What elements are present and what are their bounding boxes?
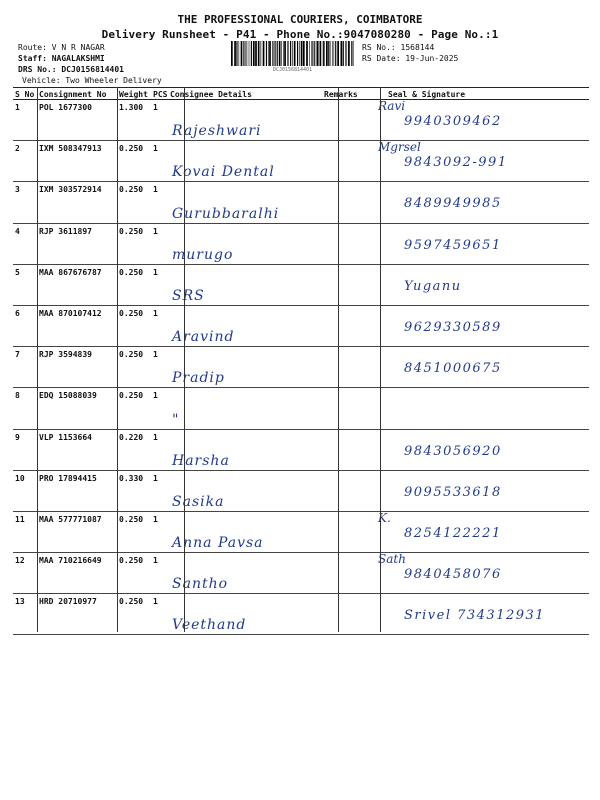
- row-signature-cell: [364, 141, 589, 182]
- row-consignee-cell: [168, 264, 322, 305]
- header-sno: S No: [13, 88, 37, 100]
- table-header-row: [13, 88, 589, 100]
- row-consignment-no: RJP 3594839: [37, 347, 117, 388]
- row-consignment-no: MAA 870107412: [37, 305, 117, 346]
- company-title: THE PROFESSIONAL COURIERS, COIMBATORE: [177, 13, 423, 26]
- row-consignee-handwriting: ": [172, 411, 180, 428]
- barcode-bar: [284, 41, 286, 66]
- barcode-bar: [249, 41, 250, 66]
- barcode-bar: [272, 41, 273, 66]
- barcode-bar: [263, 41, 265, 66]
- row-consignment-no: MAA 710216649: [37, 553, 117, 594]
- row-consignee-cell: [168, 182, 322, 223]
- row-consignee-cell: [168, 141, 322, 182]
- row-sno: 2: [13, 141, 37, 182]
- row-sno: 9: [13, 429, 37, 470]
- row-remarks: [322, 305, 364, 346]
- row-signature-number: 9840458076: [404, 567, 502, 583]
- header-pcs: PCS: [153, 89, 168, 99]
- barcode-bar: [281, 41, 282, 66]
- row-signature-mark: Mgrsel: [378, 140, 421, 155]
- rs-date-label: RS Date:: [362, 54, 401, 63]
- table-row: [13, 388, 589, 429]
- row-consignee-handwriting: Harsha: [172, 452, 230, 469]
- row-remarks: [322, 264, 364, 305]
- row-consignment-no: MAA 867676787: [37, 264, 117, 305]
- table-row: [13, 182, 589, 223]
- row-consignee-handwriting: Anna Pavsa: [172, 535, 264, 552]
- row-sno: 13: [13, 594, 37, 635]
- table-row: [13, 347, 589, 388]
- row-remarks: [322, 100, 364, 141]
- barcode-bar: [258, 41, 259, 66]
- row-signature-mark: K.: [378, 510, 391, 525]
- row-pcs: 1: [151, 388, 168, 429]
- route-value: V N R NAGAR: [51, 43, 105, 52]
- row-consignee-handwriting: SRS: [172, 287, 205, 304]
- row-weight: 0.250: [117, 305, 151, 346]
- row-signature-number: 9843092-991: [404, 155, 508, 171]
- row-consignee-handwriting: Aravind: [172, 329, 235, 346]
- row-signature-number: 9629330589: [404, 319, 502, 335]
- row-signature-cell: [364, 594, 589, 635]
- row-weight: 0.250: [117, 594, 151, 635]
- rs-date-value: 19-Jun-2025: [405, 54, 459, 63]
- barcode-bar: [301, 41, 303, 66]
- row-weight: 0.220: [117, 429, 151, 470]
- row-signature-mark: Sath: [378, 552, 406, 567]
- barcode-bar: [323, 41, 324, 66]
- vehicle-label: Vehicle:: [22, 76, 61, 85]
- row-pcs: 1: [151, 511, 168, 552]
- barcode-bar: [299, 41, 300, 66]
- row-sno: 8: [13, 388, 37, 429]
- rs-date-line: [362, 54, 458, 63]
- barcode-bar: [341, 41, 343, 66]
- header-signature: Seal & Signature: [364, 88, 589, 100]
- row-consignment-no: EDQ 15088039: [37, 388, 117, 429]
- row-consignee-cell: [168, 511, 322, 552]
- row-consignment-no: POL 1677300: [37, 100, 117, 141]
- row-signature-number: Yuganu: [404, 278, 462, 294]
- column-divider: [37, 87, 38, 632]
- header-consignment: Consignment No: [37, 88, 117, 100]
- barcode-bar: [326, 41, 328, 66]
- row-consignment-no: PRO 17894415: [37, 470, 117, 511]
- row-signature-number: Srivel 734312931: [404, 608, 546, 624]
- row-weight: 1.300: [117, 100, 151, 141]
- row-weight: 0.250: [117, 511, 151, 552]
- barcode-bar: [328, 41, 329, 66]
- row-weight: 0.250: [117, 347, 151, 388]
- row-sno: 6: [13, 305, 37, 346]
- table-row: [13, 470, 589, 511]
- drs-label: DRS No.:: [18, 65, 57, 74]
- barcode-bar: [241, 41, 243, 66]
- row-signature-cell: [364, 264, 589, 305]
- barcode-bar: [337, 41, 339, 66]
- barcode-bar: [260, 41, 261, 66]
- barcode-number: DCJ0156814401: [272, 67, 313, 73]
- row-sno: 5: [13, 264, 37, 305]
- route-label: Route:: [18, 43, 47, 52]
- row-remarks: [322, 141, 364, 182]
- row-consignment-no: IXM 508347913: [37, 141, 117, 182]
- row-signature-number: 8254122221: [404, 525, 502, 541]
- row-pcs: 1: [151, 100, 168, 141]
- barcode-bar: [234, 41, 236, 66]
- row-consignee-handwriting: Gurubbaralhi: [172, 205, 280, 222]
- header-remarks: Remarks: [322, 88, 364, 100]
- row-consignee-handwriting: Kovai Dental: [172, 164, 275, 181]
- row-consignment-no: MAA 577771087: [37, 511, 117, 552]
- barcode-bar: [316, 41, 317, 66]
- header-weight: Weight: [117, 88, 151, 100]
- table-row: [13, 429, 589, 470]
- row-sno: 12: [13, 553, 37, 594]
- row-weight: 0.250: [117, 182, 151, 223]
- row-pcs: 1: [151, 141, 168, 182]
- barcode-bar: [348, 41, 350, 66]
- row-pcs: 1: [151, 305, 168, 346]
- row-consignee-cell: [168, 305, 322, 346]
- row-signature-cell: [364, 511, 589, 552]
- barcode-bar: [268, 41, 269, 66]
- row-signature-number: 9095533618: [404, 484, 502, 500]
- barcode-bar: [314, 41, 315, 66]
- row-consignee-cell: [168, 223, 322, 264]
- barcode-bar: [236, 41, 237, 66]
- header-consignee: Consignee Details: [168, 88, 322, 100]
- rs-no-value: 1568144: [400, 43, 435, 52]
- row-signature-cell: [364, 388, 589, 429]
- barcode-bar: [292, 41, 293, 66]
- table-row: [13, 100, 589, 141]
- row-pcs: 1: [151, 347, 168, 388]
- table-row: [13, 511, 589, 552]
- vehicle-line: [22, 76, 162, 85]
- row-remarks: [322, 511, 364, 552]
- row-sno: 3: [13, 182, 37, 223]
- row-signature-cell: [364, 553, 589, 594]
- row-sno: 7: [13, 347, 37, 388]
- row-signature-mark: Ravi: [378, 99, 406, 113]
- barcode-bar: [294, 41, 296, 66]
- barcode-bar: [253, 41, 255, 66]
- row-weight: 0.250: [117, 223, 151, 264]
- staff-value: NAGALAKSHMI: [51, 54, 105, 63]
- row-consignee-cell: [168, 347, 322, 388]
- row-pcs: 1: [151, 223, 168, 264]
- row-remarks: [322, 182, 364, 223]
- barcode-bar: [351, 41, 352, 66]
- barcode-bar: [330, 41, 331, 66]
- row-sno: 10: [13, 470, 37, 511]
- barcode-bar: [345, 41, 346, 66]
- row-remarks: [322, 594, 364, 635]
- barcode-bar: [269, 41, 271, 66]
- row-pcs: 1: [151, 429, 168, 470]
- staff-label: Staff:: [18, 54, 47, 63]
- runsheet-subtitle: Delivery Runsheet - P41 - Phone No.:9047080280 - Page No.:1: [101, 28, 499, 41]
- barcode-bar: [255, 41, 257, 66]
- row-sno: 11: [13, 511, 37, 552]
- row-weight: 0.250: [117, 264, 151, 305]
- barcode-bar: [239, 41, 240, 66]
- column-divider: [184, 87, 185, 632]
- barcode-bar: [317, 41, 319, 66]
- barcode-image: [230, 41, 355, 66]
- barcode-bar: [335, 41, 336, 66]
- row-signature-number: 9843056920: [404, 443, 502, 459]
- row-consignment-no: IXM 303572914: [37, 182, 117, 223]
- barcode-bar: [334, 41, 335, 66]
- barcode-bar: [231, 41, 233, 66]
- column-divider: [117, 87, 118, 632]
- staff-line: [18, 54, 105, 63]
- barcode-bar: [346, 41, 347, 66]
- row-weight: 0.250: [117, 388, 151, 429]
- barcode-bar: [297, 41, 298, 66]
- row-pcs: 1: [151, 182, 168, 223]
- drs-value: DCJ0156814401: [61, 65, 124, 74]
- column-divider: [338, 87, 339, 632]
- barcode-bar: [261, 41, 262, 66]
- barcode-bar: [243, 41, 244, 66]
- row-signature-cell: [364, 347, 589, 388]
- row-consignee-cell: [168, 100, 322, 141]
- row-consignee-cell: [168, 429, 322, 470]
- row-remarks: [322, 429, 364, 470]
- row-consignee-cell: [168, 470, 322, 511]
- barcode-bar: [303, 41, 305, 66]
- table-row: [13, 223, 589, 264]
- row-consignee-handwriting: murugo: [172, 246, 234, 263]
- barcode-bar: [283, 41, 284, 66]
- table-row: [13, 553, 589, 594]
- table-row: [13, 264, 589, 305]
- barcode-bar: [353, 41, 354, 66]
- barcode-bar: [324, 41, 325, 66]
- row-consignee-handwriting: Pradip: [172, 370, 225, 387]
- barcode-bar: [247, 41, 248, 66]
- row-pcs: 1: [151, 264, 168, 305]
- runsheet-table: [13, 87, 589, 635]
- row-weight: 0.250: [117, 553, 151, 594]
- row-consignment-no: HRD 20710977: [37, 594, 117, 635]
- rs-no-line: [362, 43, 434, 52]
- row-remarks: [322, 347, 364, 388]
- row-signature-number: 9597459651: [404, 237, 502, 253]
- row-signature-number: 8451000675: [404, 361, 502, 377]
- rs-no-label: RS No.:: [362, 43, 396, 52]
- barcode-bar: [320, 41, 322, 66]
- row-remarks: [322, 388, 364, 429]
- row-consignee-handwriting: Veethand: [172, 617, 247, 634]
- barcode-bar: [277, 41, 278, 66]
- row-sno: 4: [13, 223, 37, 264]
- row-signature-cell: [364, 470, 589, 511]
- drs-line: [18, 65, 124, 74]
- barcode-bar: [332, 41, 333, 66]
- row-signature-cell: [364, 305, 589, 346]
- barcode-bar: [309, 41, 310, 66]
- row-consignee-handwriting: Sasika: [172, 493, 225, 510]
- barcode-bar: [287, 41, 288, 66]
- barcode-bar: [306, 41, 308, 66]
- row-consignee-cell: [168, 594, 322, 635]
- row-weight: 0.250: [117, 141, 151, 182]
- barcode-bar: [246, 41, 247, 66]
- row-weight: 0.330: [117, 470, 151, 511]
- barcode-bar: [266, 41, 267, 66]
- row-consignee-handwriting: Rajeshwari: [172, 123, 262, 140]
- route-line: [18, 43, 105, 52]
- table-row: [13, 594, 589, 635]
- barcode-bar: [275, 41, 276, 66]
- row-signature-cell: [364, 182, 589, 223]
- row-sno: 1: [13, 100, 37, 141]
- row-remarks: [322, 223, 364, 264]
- row-consignment-no: RJP 3611897: [37, 223, 117, 264]
- row-consignee-handwriting: Santho: [172, 576, 229, 593]
- barcode-bar: [279, 41, 281, 66]
- table-row: [13, 141, 589, 182]
- row-pcs: 1: [151, 470, 168, 511]
- barcode-bar: [343, 41, 344, 66]
- row-signature-number: 9940309462: [404, 114, 502, 129]
- row-pcs: 1: [151, 553, 168, 594]
- row-consignee-cell: [168, 553, 322, 594]
- row-consignee-cell: [168, 388, 322, 429]
- table-row: [13, 305, 589, 346]
- row-signature-cell: [364, 223, 589, 264]
- row-signature-cell: [364, 100, 589, 141]
- vehicle-value: Two Wheeler Delivery: [65, 76, 162, 85]
- row-remarks: [322, 553, 364, 594]
- row-signature-cell: [364, 429, 589, 470]
- row-pcs: 1: [151, 594, 168, 635]
- barcode-bar: [251, 41, 252, 66]
- barcode-bar: [290, 41, 291, 66]
- row-signature-number: 8489949985: [404, 196, 502, 212]
- barcode-bar: [311, 41, 312, 66]
- column-divider: [380, 87, 381, 632]
- row-remarks: [322, 470, 364, 511]
- row-consignment-no: VLP 1153664: [37, 429, 117, 470]
